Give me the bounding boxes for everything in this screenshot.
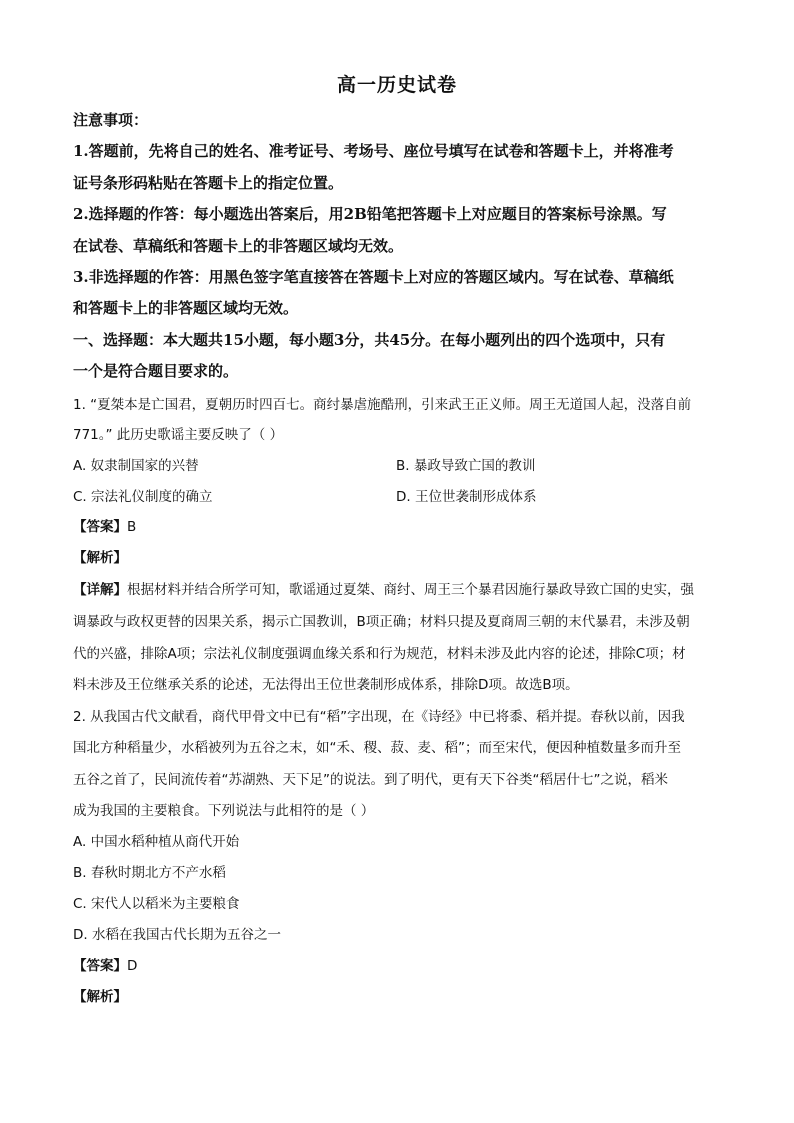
section-heading: 一个是符合题目要求的。 — [73, 362, 239, 380]
section-heading: 一、选择题：本大题共15小题，每小题3分，共45分。在每小题列出的四个选项中，只有 — [73, 331, 666, 349]
q1-option-c: C. 宗法礼仪制度的确立 — [73, 489, 213, 505]
q2-option-b: B. 春秋时期北方不产水稻 — [73, 865, 226, 881]
question-1-stem: 771。” 此历史歌谣主要反映了（ ） — [73, 427, 284, 443]
q1-option-a: A. 奴隶制国家的兴替 — [73, 458, 199, 474]
note-line: 证号条形码粘贴在答题卡上的指定位置。 — [73, 174, 344, 192]
q2-option-a: A. 中国水稻种植从商代开始 — [73, 834, 240, 850]
q1-detail-line: 代的兴盛，排除A项；宗法礼仪制度强调血缘关系和行为规范，材料未涉及此内容的论述，排除C项；材 — [73, 646, 686, 662]
q2-option-d: D. 水稻在我国古代长期为五谷之一 — [73, 927, 281, 943]
question-2-stem: 2. 从我国古代文献看，商代甲骨文中已有“稻”字出现，在《诗经》中已将黍、稻并提。春秋以前，因我 — [73, 709, 685, 725]
q2-option-c: C. 宋代人以稻米为主要粮食 — [73, 896, 240, 912]
q1-detail — [73, 578, 733, 598]
note-line: 和答题卡上的非答题区域均无效。 — [73, 299, 299, 317]
answer-value: B — [127, 519, 137, 535]
page-title: 高一历史试卷 — [336, 74, 457, 96]
note-line: 3.非选择题的作答：用黑色签字笔直接答在答题卡上对应的答题区域内。写在试卷、草稿纸 — [73, 268, 674, 286]
note-line: 在试卷、草稿纸和答题卡上的非答题区域均无效。 — [73, 237, 404, 255]
q1-option-d: D. 王位世袭制形成体系 — [396, 489, 537, 505]
answer-tag: 【答案】 — [73, 958, 127, 974]
answer-tag: 【答案】 — [73, 519, 127, 535]
q2-analysis-tag: 【解析】 — [73, 989, 127, 1005]
q1-answer — [73, 515, 733, 535]
answer-value: D — [127, 958, 138, 974]
question-2-stem: 国北方种稻量少，水稻被列为五谷之末，如“禾、稷、菽、麦、稻”；而至宋代，便因种植数量多而升至 — [73, 740, 681, 756]
question-2-stem: 成为我国的主要粮食。下列说法与此相符的是（ ） — [73, 803, 375, 819]
notes-heading: 注意事项： — [73, 111, 149, 129]
detail-text: 根据材料并结合所学可知，歌谣通过夏桀、商纣、周王三个暴君因施行暴政导致亡国的史实，强 — [127, 582, 694, 598]
detail-tag: 【详解】 — [73, 582, 127, 598]
q1-analysis-tag: 【解析】 — [73, 550, 127, 566]
q1-option-b: B. 暴政导致亡国的教训 — [396, 458, 536, 474]
q2-answer — [73, 954, 733, 974]
question-2-stem: 五谷之首了，民间流传着“苏湖熟、天下足”的说法。到了明代，更有天下谷类“稻居什七”之说，稻米 — [73, 772, 668, 788]
q1-detail-line: 料未涉及王位继承关系的论述，无法得出王位世袭制形成体系，排除D项。故选B项。 — [73, 677, 579, 693]
note-line: 2.选择题的作答：每小题选出答案后，用2B铅笔把答题卡上对应题目的答案标号涂黑。写 — [73, 205, 667, 223]
question-1-stem: 1. “夏桀本是亡国君，夏朝历时四百七。商纣暴虐施酷刑，引来武王正义师。周王无道国人起，没落自前 — [73, 397, 692, 413]
note-line: 1.答题前，先将自己的姓名、准考证号、考场号、座位号填写在试卷和答题卡上，并将准考 — [73, 142, 674, 160]
q1-detail-line: 调暴政与政权更替的因果关系，揭示亡国教训，B项正确；材料只提及夏商周三朝的末代暴君，未涉及朝 — [73, 614, 690, 630]
